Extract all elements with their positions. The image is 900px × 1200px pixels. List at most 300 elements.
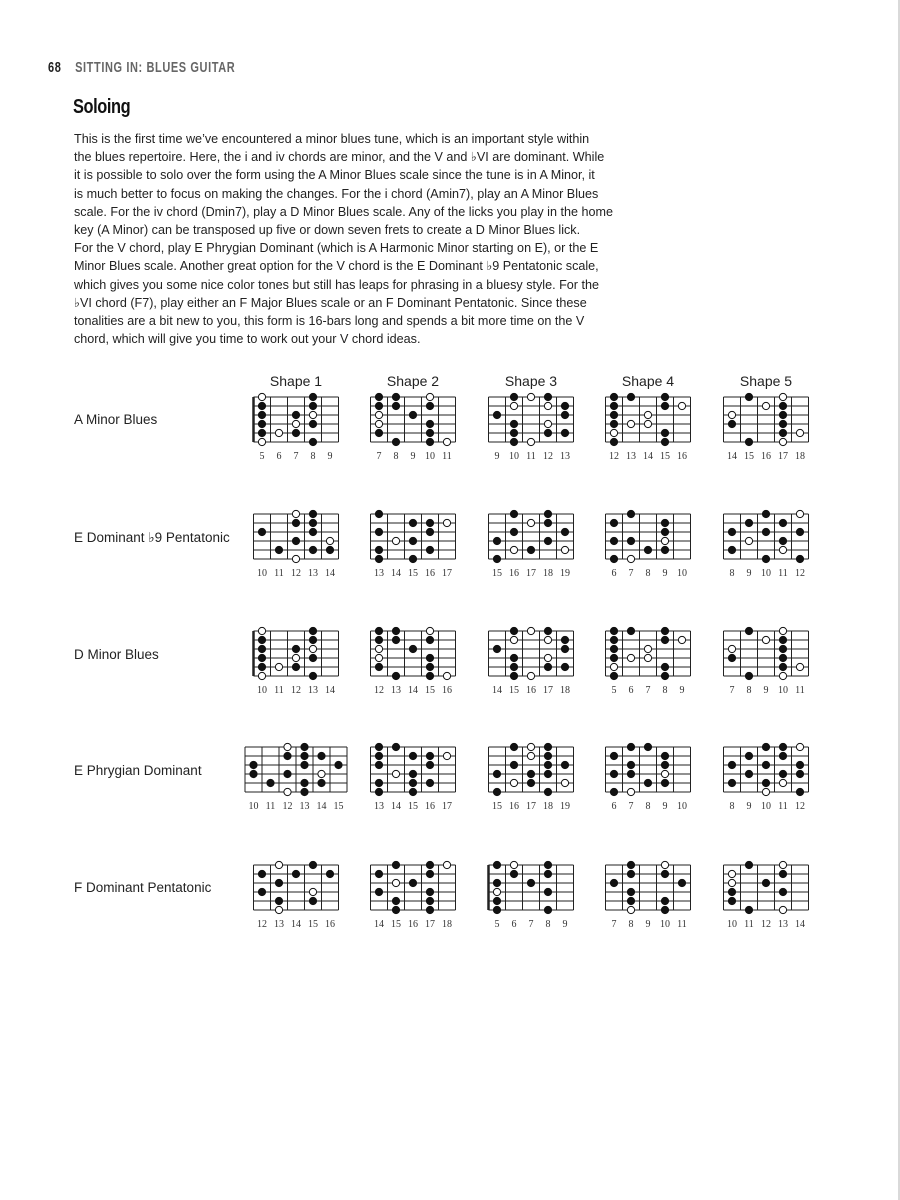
- root-note-dot: [779, 438, 786, 445]
- fret-number: 8: [545, 919, 551, 930]
- root-note-dot: [309, 888, 316, 895]
- root-note-dot: [544, 636, 551, 643]
- root-note-dot: [309, 645, 316, 652]
- fret-number: 12: [795, 801, 805, 812]
- fret-number: 9: [746, 801, 752, 812]
- scale-note-dot: [728, 888, 735, 895]
- fret-number: 8: [645, 801, 651, 812]
- fret-number: 9: [410, 451, 416, 462]
- root-note-dot: [275, 663, 282, 670]
- scale-note-dot: [544, 906, 551, 913]
- fretboard-diagram: [371, 393, 456, 462]
- fret-number: 15: [333, 801, 344, 812]
- fret-number: 10: [509, 451, 519, 462]
- fret-number: 14: [291, 919, 301, 930]
- scale-note-dot: [392, 438, 399, 445]
- fret-number: 12: [291, 685, 301, 696]
- scale-note-dot: [796, 761, 803, 768]
- fret-number: 8: [645, 568, 651, 579]
- fret-number: 8: [393, 451, 399, 462]
- fret-number: 15: [492, 801, 502, 812]
- scale-note-dot: [627, 770, 634, 777]
- scale-note-dot: [561, 411, 568, 418]
- scale-note-dot: [375, 743, 382, 750]
- scale-note-dot: [301, 743, 308, 750]
- scale-note-dot: [510, 627, 517, 634]
- scale-note-dot: [392, 897, 399, 904]
- root-note-dot: [443, 438, 450, 445]
- root-note-dot: [627, 906, 634, 913]
- root-note-dot: [426, 393, 433, 400]
- fret-number: 17: [778, 451, 788, 462]
- fret-number: 8: [746, 685, 752, 696]
- scale-note-dot: [627, 537, 634, 544]
- fretboard-diagram: [606, 393, 691, 462]
- fretboard-diagram: [489, 627, 574, 696]
- fretboard-diagram: [254, 393, 339, 462]
- scale-note-dot: [284, 752, 291, 759]
- fret-number: 14: [316, 801, 327, 812]
- root-note-dot: [375, 411, 382, 418]
- scale-note-dot: [510, 672, 517, 679]
- root-note-dot: [661, 537, 668, 544]
- scale-note-dot: [426, 761, 433, 768]
- root-note-dot: [796, 510, 803, 517]
- paragraph-line: tonalities are a bit new to you, this form is 16-bars long and spends a bit more time on the V: [74, 314, 585, 329]
- scale-note-dot: [510, 429, 517, 436]
- root-note-dot: [661, 861, 668, 868]
- fret-number: 10: [778, 685, 788, 696]
- root-note-dot: [527, 519, 534, 526]
- fret-number: 10: [761, 801, 771, 812]
- fretboard-diagram: [489, 393, 574, 462]
- scale-note-dot: [728, 546, 735, 553]
- scale-note-dot: [493, 411, 500, 418]
- root-note-dot: [779, 906, 786, 913]
- root-note-dot: [318, 770, 325, 777]
- fret-number: 8: [628, 919, 634, 930]
- fret-number: 12: [761, 919, 771, 930]
- scale-note-dot: [375, 528, 382, 535]
- scale-note-dot: [610, 411, 617, 418]
- scale-note-dot: [796, 528, 803, 535]
- scale-note-dot: [544, 663, 551, 670]
- paragraph-line: Minor Blues scale. Another great option for the V chord is the E Dominant ♭9 Pentatonic scale,: [74, 259, 599, 274]
- root-note-dot: [326, 537, 333, 544]
- scale-note-dot: [661, 528, 668, 535]
- fret-number: 15: [308, 919, 318, 930]
- root-note-dot: [728, 879, 735, 886]
- fret-number: 18: [543, 568, 553, 579]
- root-note-dot: [627, 420, 634, 427]
- fret-number: 9: [562, 919, 568, 930]
- fret-number: 11: [526, 451, 536, 462]
- root-note-dot: [561, 546, 568, 553]
- scale-note-dot: [728, 420, 735, 427]
- root-note-dot: [678, 402, 685, 409]
- root-note-dot: [275, 906, 282, 913]
- scale-note-dot: [301, 788, 308, 795]
- scale-note-dot: [627, 393, 634, 400]
- scale-note-dot: [610, 537, 617, 544]
- scale-note-dot: [493, 879, 500, 886]
- root-note-dot: [375, 645, 382, 652]
- fret-number: 9: [327, 451, 333, 462]
- scale-note-dot: [375, 663, 382, 670]
- fret-number: 9: [494, 451, 500, 462]
- scale-note-dot: [493, 770, 500, 777]
- root-note-dot: [644, 645, 651, 652]
- root-note-dot: [527, 672, 534, 679]
- root-note-dot: [527, 627, 534, 634]
- scale-note-dot: [610, 555, 617, 562]
- scale-note-dot: [392, 861, 399, 868]
- scale-note-dot: [544, 743, 551, 750]
- scale-note-dot: [510, 420, 517, 427]
- fret-number: 12: [609, 451, 619, 462]
- scale-note-dot: [610, 645, 617, 652]
- scale-note-dot: [292, 411, 299, 418]
- scale-note-dot: [610, 393, 617, 400]
- fretboard-diagram: [724, 861, 809, 930]
- scale-note-dot: [426, 897, 433, 904]
- scale-note-dot: [661, 627, 668, 634]
- fret-number: 15: [744, 451, 754, 462]
- scale-note-dot: [309, 519, 316, 526]
- fret-number: 8: [729, 801, 735, 812]
- scale-note-dot: [375, 429, 382, 436]
- root-note-dot: [728, 870, 735, 877]
- scale-note-dot: [627, 870, 634, 877]
- scale-note-dot: [561, 645, 568, 652]
- scale-note-dot: [409, 519, 416, 526]
- fret-number: 12: [257, 919, 267, 930]
- fret-number: 11: [442, 451, 452, 462]
- shape-header-5: Shape 5: [739, 373, 793, 389]
- fret-number: 7: [293, 451, 299, 462]
- scale-label: E Dominant ♭9 Pentatonic: [74, 530, 230, 545]
- scale-note-dot: [610, 636, 617, 643]
- scale-label: A Minor Blues: [74, 412, 158, 427]
- fret-number: 10: [677, 801, 687, 812]
- scale-note-dot: [544, 770, 551, 777]
- scale-note-dot: [375, 888, 382, 895]
- fret-number: 8: [662, 685, 668, 696]
- scale-note-dot: [301, 752, 308, 759]
- root-note-dot: [510, 636, 517, 643]
- root-note-dot: [796, 743, 803, 750]
- running-title: SITTING IN: BLUES GUITAR: [75, 60, 236, 77]
- scale-note-dot: [544, 429, 551, 436]
- scale-note-dot: [275, 879, 282, 886]
- scale-note-dot: [610, 788, 617, 795]
- scale-note-dot: [661, 519, 668, 526]
- scale-note-dot: [426, 888, 433, 895]
- fret-number: 12: [282, 801, 293, 812]
- fret-number: 17: [526, 568, 536, 579]
- scale-note-dot: [627, 761, 634, 768]
- fret-number: 13: [374, 801, 384, 812]
- scale-note-dot: [661, 897, 668, 904]
- scale-label: D Minor Blues: [74, 647, 159, 662]
- fret-number: 14: [492, 685, 502, 696]
- scale-note-dot: [309, 636, 316, 643]
- scale-note-dot: [426, 429, 433, 436]
- root-note-dot: [443, 672, 450, 679]
- fret-number: 16: [408, 919, 418, 930]
- scale-note-dot: [561, 663, 568, 670]
- scale-note-dot: [426, 438, 433, 445]
- root-note-dot: [292, 420, 299, 427]
- root-note-dot: [661, 770, 668, 777]
- scale-note-dot: [745, 519, 752, 526]
- scale-note-dot: [426, 870, 433, 877]
- fretboard-diagram: [724, 510, 809, 579]
- fret-number: 10: [677, 568, 687, 579]
- scale-note-dot: [493, 537, 500, 544]
- fret-number: 9: [662, 801, 668, 812]
- scale-note-dot: [292, 537, 299, 544]
- fret-number: 5: [611, 685, 617, 696]
- root-note-dot: [779, 546, 786, 553]
- scale-note-dot: [745, 770, 752, 777]
- scale-note-dot: [661, 429, 668, 436]
- fret-number: 10: [660, 919, 670, 930]
- root-note-dot: [284, 788, 291, 795]
- fretboard-diagram: [371, 861, 456, 930]
- fret-number: 17: [425, 919, 435, 930]
- fret-number: 13: [308, 685, 318, 696]
- scale-note-dot: [561, 761, 568, 768]
- root-note-dot: [510, 779, 517, 786]
- scale-note-dot: [779, 870, 786, 877]
- fretboard-diagram: [371, 743, 456, 812]
- scale-note-dot: [561, 429, 568, 436]
- scale-note-dot: [728, 528, 735, 535]
- scale-note-dot: [610, 402, 617, 409]
- scale-note-dot: [661, 663, 668, 670]
- fret-number: 14: [325, 568, 335, 579]
- scale-note-dot: [610, 752, 617, 759]
- fret-number: 19: [560, 568, 570, 579]
- fretboard-diagram: [724, 743, 809, 812]
- scale-note-dot: [779, 645, 786, 652]
- scale-note-dot: [318, 779, 325, 786]
- root-note-dot: [728, 645, 735, 652]
- root-note-dot: [544, 402, 551, 409]
- scale-note-dot: [779, 663, 786, 670]
- root-note-dot: [527, 743, 534, 750]
- fret-number: 14: [727, 451, 737, 462]
- scale-note-dot: [426, 906, 433, 913]
- scale-note-dot: [309, 393, 316, 400]
- scale-note-dot: [375, 636, 382, 643]
- fret-number: 13: [274, 919, 284, 930]
- fret-number: 17: [543, 685, 553, 696]
- scale-note-dot: [426, 528, 433, 535]
- fret-number: 7: [528, 919, 534, 930]
- scale-note-dot: [661, 761, 668, 768]
- scale-note-dot: [493, 897, 500, 904]
- root-note-dot: [527, 752, 534, 759]
- root-note-dot: [258, 393, 265, 400]
- scale-note-dot: [610, 654, 617, 661]
- scale-note-dot: [392, 672, 399, 679]
- scale-note-dot: [258, 636, 265, 643]
- fret-number: 16: [425, 801, 435, 812]
- scale-note-dot: [510, 393, 517, 400]
- scale-note-dot: [779, 411, 786, 418]
- scale-note-dot: [527, 779, 534, 786]
- scale-note-dot: [309, 510, 316, 517]
- scale-note-dot: [309, 420, 316, 427]
- scale-note-dot: [318, 752, 325, 759]
- scale-note-dot: [762, 879, 769, 886]
- scale-note-dot: [409, 779, 416, 786]
- fretboard-diagram: [371, 510, 456, 579]
- fretboard-diagram: [489, 510, 574, 579]
- scale-note-dot: [510, 663, 517, 670]
- scale-note-dot: [779, 519, 786, 526]
- root-note-dot: [644, 411, 651, 418]
- fret-number: 9: [679, 685, 685, 696]
- scale-note-dot: [326, 870, 333, 877]
- fret-number: 13: [560, 451, 570, 462]
- fretboard-diagram: [489, 743, 574, 812]
- paragraph-line: This is the first time we’ve encountered a minor blues tune, which is an important style within: [74, 132, 590, 146]
- root-note-dot: [292, 555, 299, 562]
- scale-note-dot: [796, 770, 803, 777]
- scale-note-dot: [426, 752, 433, 759]
- fret-number: 14: [643, 451, 653, 462]
- root-note-dot: [493, 888, 500, 895]
- fret-number: 19: [560, 801, 570, 812]
- scale-note-dot: [426, 663, 433, 670]
- page-number: 68: [48, 60, 62, 77]
- fret-number: 9: [746, 568, 752, 579]
- scale-note-dot: [779, 537, 786, 544]
- scale-note-dot: [644, 743, 651, 750]
- fret-number: 11: [744, 919, 754, 930]
- scale-note-dot: [375, 761, 382, 768]
- scale-note-dot: [762, 779, 769, 786]
- scale-note-dot: [510, 743, 517, 750]
- scale-note-dot: [309, 861, 316, 868]
- scale-note-dot: [661, 438, 668, 445]
- fret-number: 17: [526, 801, 536, 812]
- scale-note-dot: [309, 402, 316, 409]
- scale-note-dot: [309, 528, 316, 535]
- fret-number: 16: [677, 451, 687, 462]
- paragraph-line: key (A Minor) can be transposed up five or down seven frets to create a D Minor Blues lick.: [74, 223, 581, 238]
- scale-note-dot: [762, 528, 769, 535]
- scale-note-dot: [426, 654, 433, 661]
- scale-note-dot: [335, 761, 342, 768]
- fretboard-diagram: [606, 510, 691, 579]
- root-note-dot: [745, 537, 752, 544]
- scale-note-dot: [627, 510, 634, 517]
- root-note-dot: [527, 438, 534, 445]
- fret-number: 6: [611, 801, 617, 812]
- fret-number: 16: [509, 801, 519, 812]
- fretboard-diagram: [606, 743, 691, 812]
- fret-number: 17: [442, 568, 452, 579]
- scale-note-dot: [510, 654, 517, 661]
- fret-number: 16: [509, 568, 519, 579]
- root-note-dot: [762, 636, 769, 643]
- fret-number: 10: [761, 568, 771, 579]
- fret-number: 11: [778, 568, 788, 579]
- scale-note-dot: [745, 627, 752, 634]
- scale-note-dot: [409, 411, 416, 418]
- fret-number: 10: [425, 451, 435, 462]
- fretboard-diagram: [254, 861, 339, 930]
- scale-note-dot: [610, 519, 617, 526]
- fret-number: 16: [325, 919, 335, 930]
- scale-note-dot: [779, 752, 786, 759]
- fret-number: 11: [778, 801, 788, 812]
- scale-note-dot: [309, 654, 316, 661]
- root-note-dot: [779, 779, 786, 786]
- scale-note-dot: [527, 546, 534, 553]
- scale-note-dot: [392, 402, 399, 409]
- scale-note-dot: [661, 393, 668, 400]
- root-note-dot: [443, 752, 450, 759]
- paragraph-line: which gives you some nice color tones but still has leaps for phrasing in a bluesy style. For the: [74, 277, 600, 292]
- scale-note-dot: [275, 546, 282, 553]
- scale-note-dot: [661, 870, 668, 877]
- fret-number: 12: [291, 568, 301, 579]
- fret-number: 11: [274, 685, 284, 696]
- scale-note-dot: [493, 861, 500, 868]
- root-note-dot: [443, 519, 450, 526]
- root-note-dot: [762, 788, 769, 795]
- scale-note-dot: [309, 546, 316, 553]
- root-note-dot: [443, 861, 450, 868]
- scale-note-dot: [258, 420, 265, 427]
- scale-note-dot: [409, 788, 416, 795]
- scale-note-dot: [493, 788, 500, 795]
- scale-note-dot: [627, 897, 634, 904]
- scale-note-dot: [267, 779, 274, 786]
- root-note-dot: [796, 663, 803, 670]
- root-note-dot: [544, 654, 551, 661]
- scale-note-dot: [258, 645, 265, 652]
- scale-note-dot: [284, 770, 291, 777]
- root-note-dot: [309, 411, 316, 418]
- fret-number: 7: [376, 451, 382, 462]
- paragraph-line: is much better to focus on making the changes. For the i chord (Amin7), play an A Minor Blues: [74, 186, 599, 201]
- scale-note-dot: [544, 393, 551, 400]
- scale-note-dot: [661, 402, 668, 409]
- shape-header-3: Shape 3: [504, 373, 558, 389]
- root-note-dot: [527, 393, 534, 400]
- fret-number: 13: [374, 568, 384, 579]
- scale-note-dot: [779, 654, 786, 661]
- paragraph-line: the blues repertoire. Here, the i and iv chords are minor, and the V and ♭VI are dominant. While: [74, 150, 605, 165]
- scale-note-dot: [375, 510, 382, 517]
- root-note-dot: [610, 429, 617, 436]
- scale-note-dot: [644, 546, 651, 553]
- scale-note-dot: [762, 510, 769, 517]
- scale-label: E Phrygian Dominant: [74, 763, 202, 778]
- scale-note-dot: [561, 402, 568, 409]
- scale-note-dot: [426, 546, 433, 553]
- scale-note-dot: [779, 888, 786, 895]
- root-note-dot: [392, 770, 399, 777]
- scale-note-dot: [426, 861, 433, 868]
- fret-number: 14: [391, 568, 401, 579]
